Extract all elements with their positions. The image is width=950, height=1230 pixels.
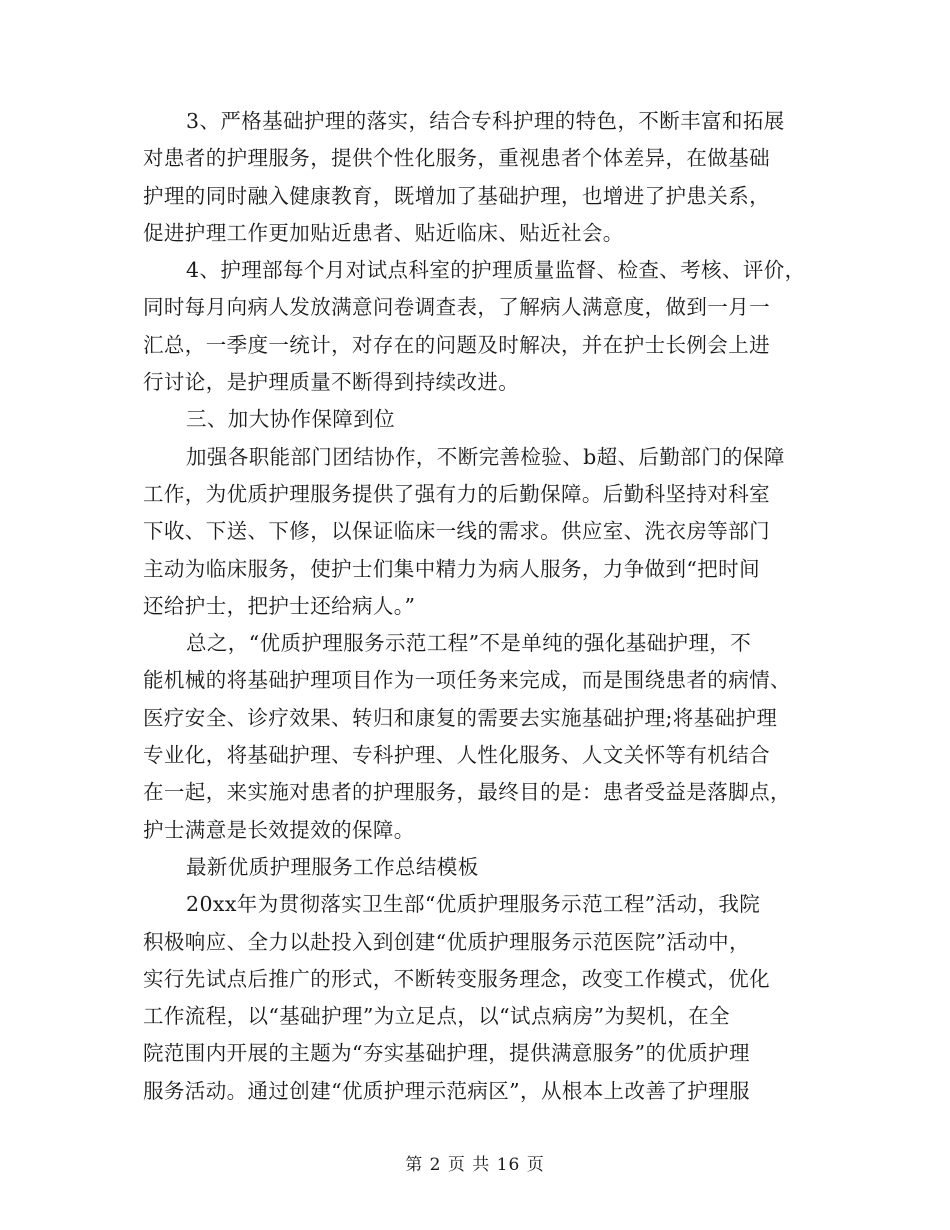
text-line: 主动为临床服务，使护士们集中精力为病人服务，力争做到“把时间 (143, 556, 760, 581)
text-line: 在一起，来实施对患者的护理服务，最终目的是：患者受益是落脚点， (143, 780, 791, 805)
text-line: 加强各职能部门团结协作，不断完善检验、b超、后勤部门的保障 (186, 444, 785, 469)
page-number-footer: 第 2 页 共 16 页 (405, 1155, 545, 1175)
text-line: 工作流程，以“基础护理”为立足点，以“试点病房”为契机，在全 (143, 1004, 730, 1029)
text-line: 积极响应、全力以赴投入到创建“优质护理服务示范医院”活动中， (143, 929, 750, 954)
text-line: 护士满意是长效提效的保障。 (143, 817, 415, 842)
text-line: 促进护理工作更加贴近患者、贴近临床、贴近社会。 (143, 220, 624, 245)
text-line: 3、严格基础护理的落实，结合专科护理的特色，不断丰富和拓展 (186, 109, 785, 133)
text-line: 总之，“优质护理服务示范工程”不是单纯的强化基础护理，不 (186, 631, 752, 656)
text-line: 最新优质护理服务工作总结模板 (186, 854, 479, 879)
text-line: 下收、下送、下修，以保证临床一线的需求。供应室、洗衣房等部门 (143, 519, 770, 544)
text-line: 医疗安全、诊疗效果、转归和康复的需要去实施基础护理;将基础护理 (143, 705, 778, 730)
text-line: 院范围内开展的主题为“夯实基础护理，提供满意服务”的优质护理 (143, 1041, 750, 1066)
text-line: 护理的同时融入健康教育，既增加了基础护理，也增进了护患关系， (143, 183, 770, 208)
text-line: 能机械的将基础护理项目作为一项任务来完成，而是围绕患者的病情、 (143, 668, 791, 693)
text-line: 专业化，将基础护理、专科护理、人性化服务、人文关怀等有机结合 (143, 743, 770, 768)
text-line: 对患者的护理服务，提供个性化服务，重视患者个体差异，在做基础 (143, 146, 770, 171)
text-line: 实行先试点后推广的形式，不断转变服务理念，改变工作模式，优化 (143, 966, 770, 991)
text-line: 汇总，一季度一统计，对存在的问题及时解决，并在护士长例会上进 (143, 332, 770, 357)
text-line: 20xx年为贯彻落实卫生部“优质护理服务示范工程”活动，我院 (186, 892, 761, 917)
text-line: 同时每月向病人发放满意问卷调查表，了解病人满意度，做到一月一 (143, 295, 770, 320)
document-body (143, 103, 833, 1110)
text-line: 行讨论，是护理质量不断得到持续改进。 (143, 370, 520, 395)
text-line: 工作，为优质护理服务提供了强有力的后勤保障。后勤科坚持对科室 (143, 481, 770, 506)
text-line: 还给护士，把护士还给病人。” (143, 593, 416, 618)
text-line: 4、护理部每个月对试点科室的护理质量监督、检查、考核、评价， (186, 258, 806, 283)
text-line: 三、加大协作保障到位 (186, 407, 395, 432)
text-line: 服务活动。通过创建“优质护理示范病区”，从根本上改善了护理服 (143, 1078, 750, 1103)
